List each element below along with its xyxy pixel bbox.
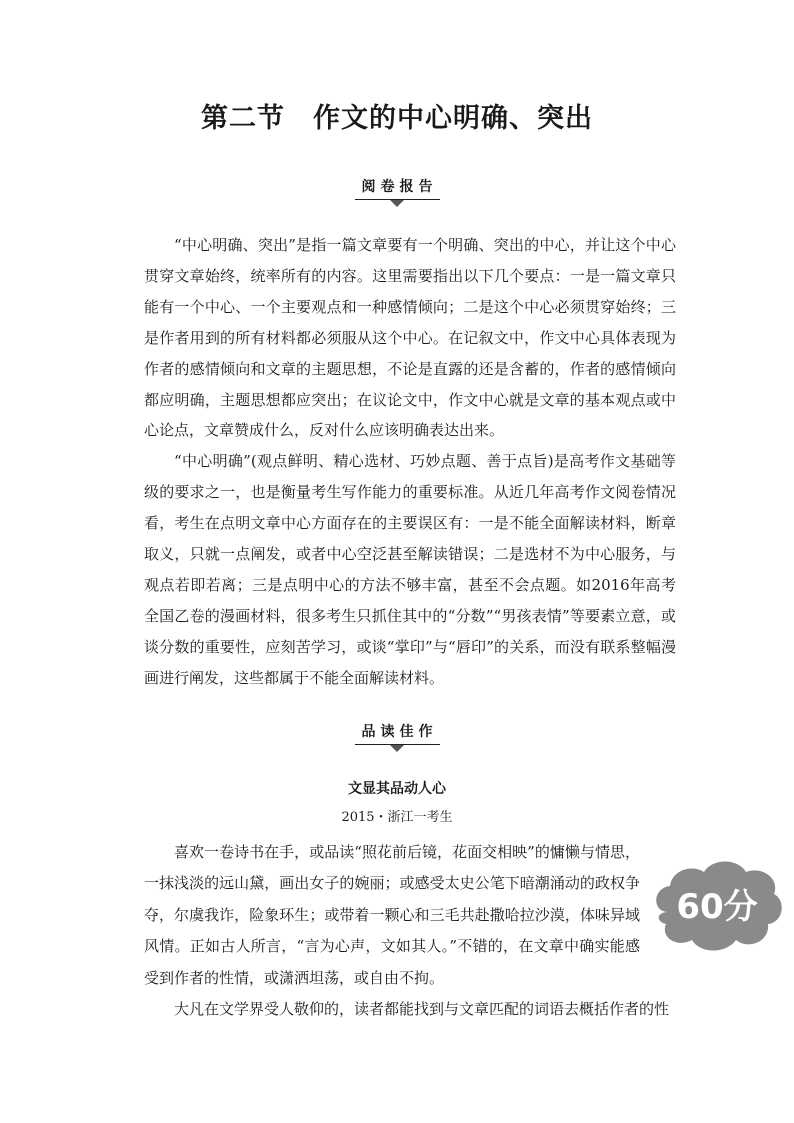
essay-title: 文显其品动人心 [348, 781, 446, 797]
essay-paragraph-2: 大凡在文学界受人敬仰的，读者都能找到与文章匹配的词语去概括作者的性 [174, 1000, 670, 1019]
section-marker-triangle-icon [390, 200, 404, 207]
section-label-reading: 品读佳作 [355, 721, 440, 745]
score-text: 60分 [676, 887, 758, 927]
essay-paragraph-1: 喜欢一卷诗书在手，或品读“照花前后镜，花面交相映”的慵懒与情思，一抹浅淡的远山黛，画出女子的婉丽；或感受太史公笔下暗潮涌动的政权争夺，尔虞我诈，险象环生；或带着一颗心和三毛共赴撒哈拉沙漠，体味异域风情。正如古人所言，“言为心声，文如其人。”不错的，在文章中确实能感受到作者的性情，或潇洒坦荡，或自由不拘。 [144, 843, 640, 987]
report-paragraph-1: “中心明确、突出”是指一篇文章要有一个明确、突出的中心，并让这个中心贯穿文章始终，统率所有的内容。这里需要指出以下几个要点：一是一篇文章只能有一个中心、一个主要观点和一种感情倾向；二是这个中心必须贯穿始终；三是作者用到的所有材料都必须服从这个中心。在记叙文中，作文中心具体表现为作者的感情倾向和文章的主题思想，不论是直露的还是含蓄的，作者的感情倾向都应明确，主题思想都应突出；在议论文中，作文中心就是文章的基本观点或中心论点，文章赞成什么，反对什么应该明确表达出来。 [144, 236, 676, 440]
section-header-report [0, 176, 794, 206]
section-header-reading [0, 721, 794, 751]
essay-body [144, 837, 670, 1025]
score-badge-cloud-icon [648, 852, 786, 958]
report-body [144, 230, 676, 694]
page-title: 第二节 作文的中心明确、突出 [201, 103, 593, 134]
report-paragraph-2: “中心明确”(观点鲜明、精心选材、巧妙点题、善于点旨)是高考作文基础等级的要求之一，也是衡量考生写作能力的重要标准。从近几年高考作文阅卷情况看，考生在点明文章中心方面存在的主要误区有：一是不能全面解读材料，断章取义，只就一点阐发，或者中心空泛甚至解读错误；二是选材不为中心服务，与观点若即若离；三是点明中心的方法不够丰富，甚至不会点题。如2016年高考全国乙卷的漫画材料，很多考生只抓住其中的“分数”“男孩表情”等要素立意，或谈分数的重要性，应刻苦学习，或谈“掌印”与“唇印”的关系，而没有联系整幅漫画进行阐发，这些都属于不能全面解读材料。 [144, 452, 676, 687]
essay-byline: 2015・浙江一考生 [341, 810, 453, 825]
section-label-report: 阅卷报告 [355, 176, 440, 200]
section-marker-triangle-icon [390, 745, 404, 752]
score-badge [648, 852, 786, 958]
